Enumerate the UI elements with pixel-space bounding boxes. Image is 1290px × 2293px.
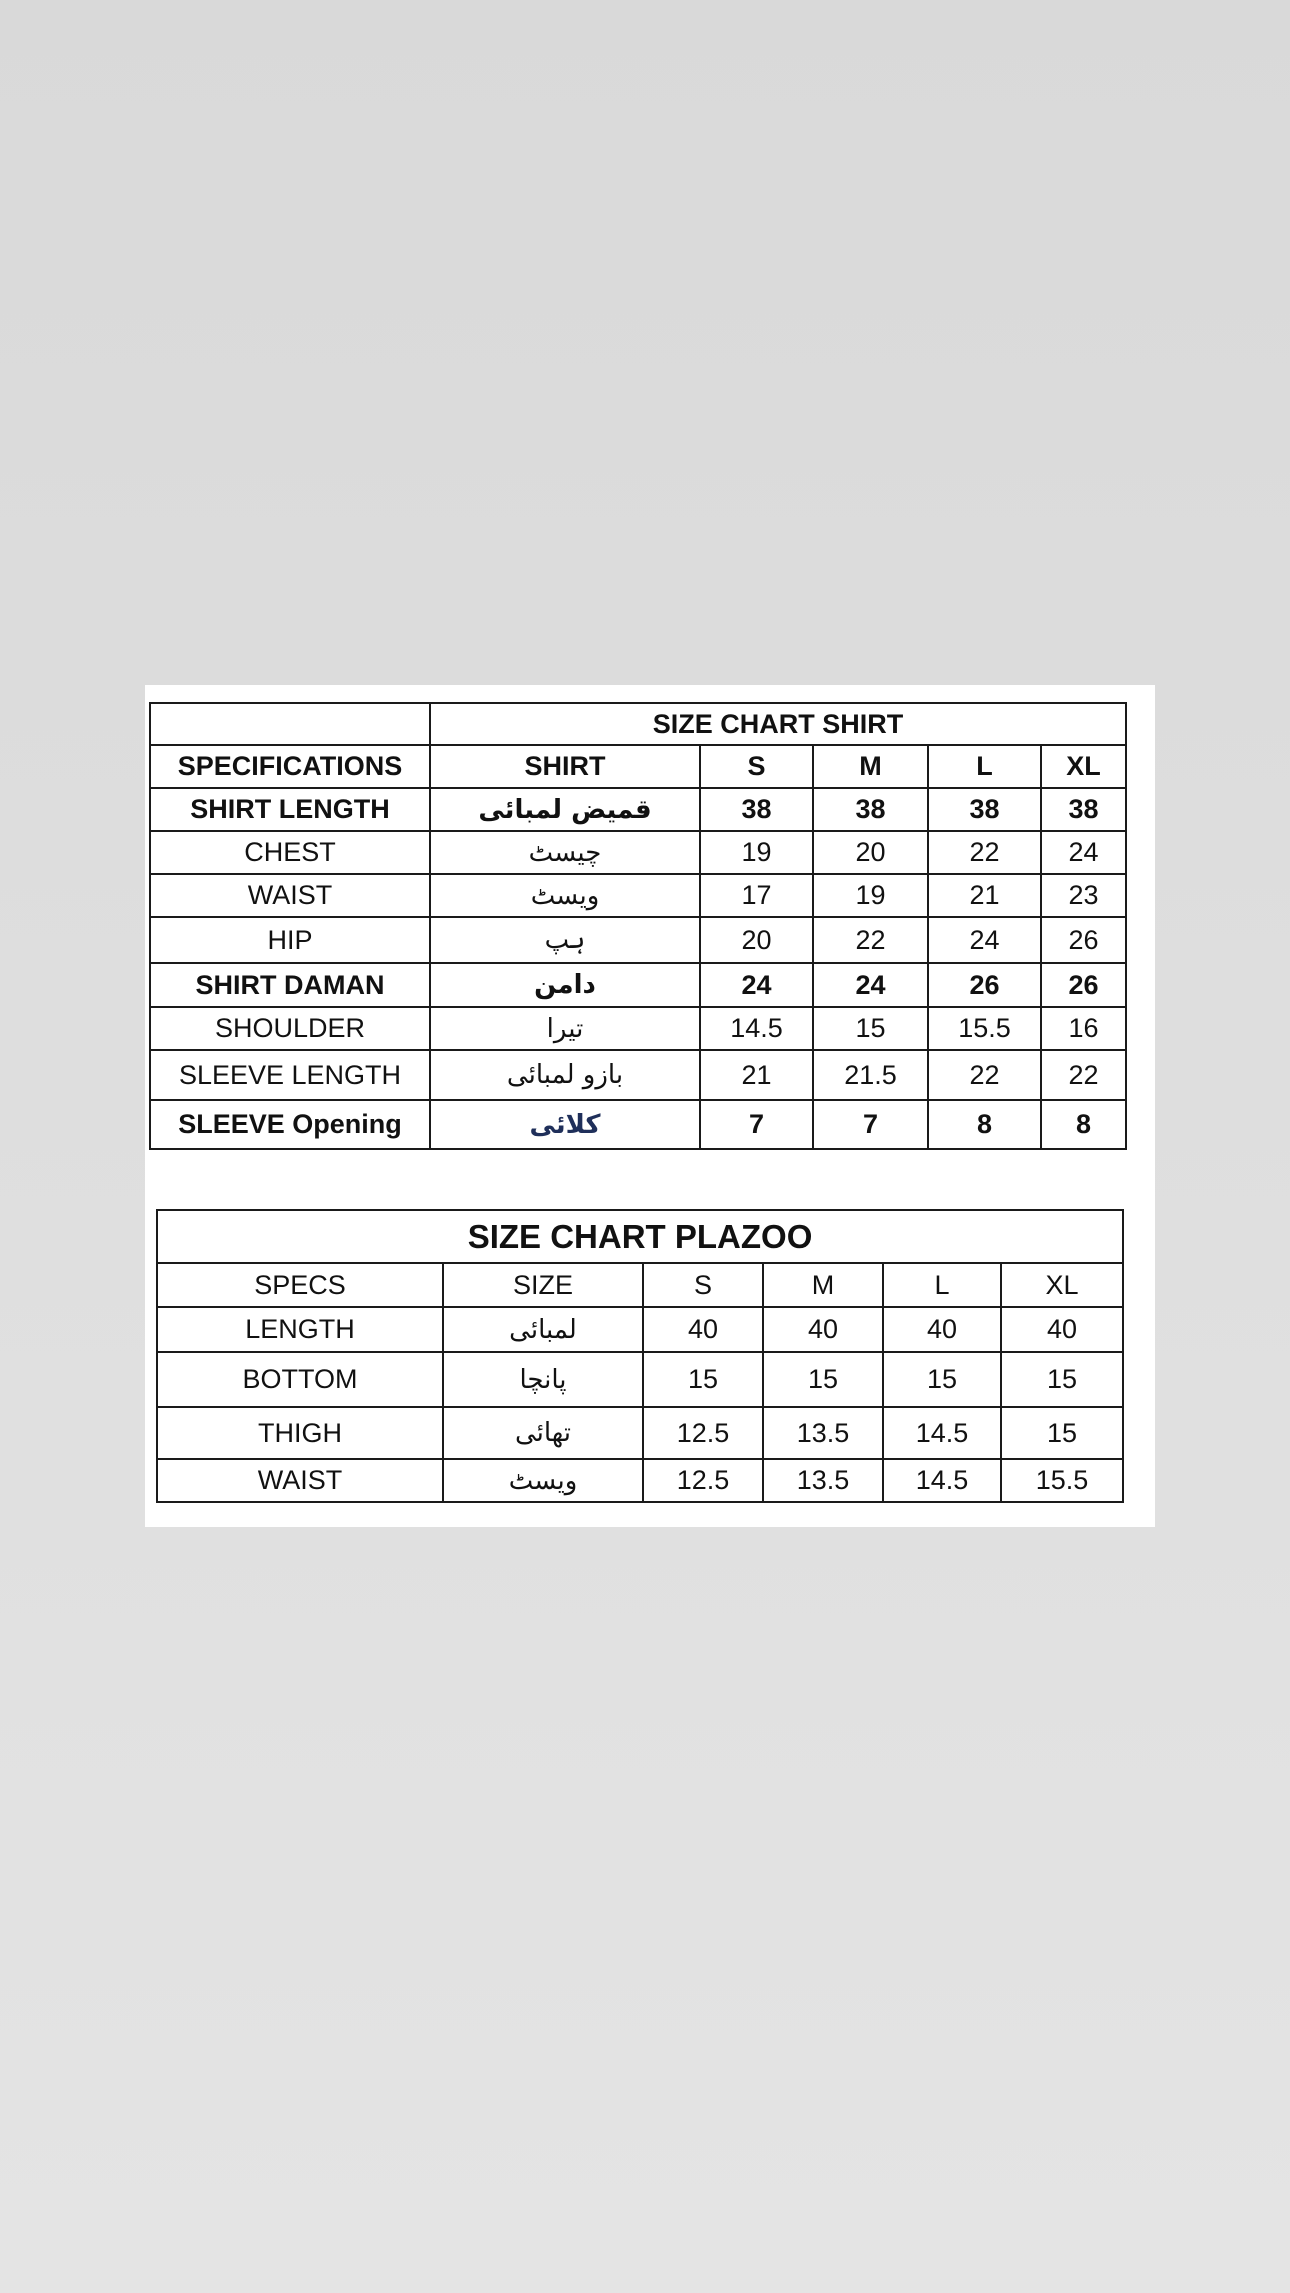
plazoo-table-title: SIZE CHART PLAZOO [157, 1210, 1123, 1263]
spec-cell: SHIRT LENGTH [150, 788, 430, 831]
value-cell: 7 [700, 1100, 813, 1149]
value-cell: 15 [1001, 1352, 1123, 1407]
value-cell: 20 [700, 917, 813, 963]
value-cell: 21.5 [813, 1050, 928, 1100]
urdu-cell: ویسٹ [443, 1459, 643, 1502]
value-cell: 16 [1041, 1007, 1126, 1050]
value-cell: 12.5 [643, 1459, 763, 1502]
table-row [150, 788, 1126, 831]
spec-cell: BOTTOM [157, 1352, 443, 1407]
urdu-cell: قمیض لمبائی [430, 788, 700, 831]
header-cell: XL [1041, 745, 1126, 788]
value-cell: 15.5 [1001, 1459, 1123, 1502]
urdu-cell: چیسٹ [430, 831, 700, 874]
value-cell: 24 [928, 917, 1041, 963]
value-cell: 15 [643, 1352, 763, 1407]
urdu-cell: بازو لمبائی [430, 1050, 700, 1100]
value-cell: 24 [700, 963, 813, 1007]
shirt-table-title: SIZE CHART SHIRT [430, 703, 1126, 745]
table-row [150, 1050, 1126, 1100]
value-cell: 24 [1041, 831, 1126, 874]
spec-cell: SLEEVE Opening [150, 1100, 430, 1149]
urdu-cell: لمبائی [443, 1307, 643, 1352]
urdu-cell: تیرا [430, 1007, 700, 1050]
spec-cell: WAIST [150, 874, 430, 917]
value-cell: 26 [1041, 963, 1126, 1007]
header-cell: XL [1001, 1263, 1123, 1307]
header-cell: L [928, 745, 1041, 788]
shirt-size-table [149, 702, 1127, 1150]
spec-cell: WAIST [157, 1459, 443, 1502]
value-cell: 24 [813, 963, 928, 1007]
value-cell: 20 [813, 831, 928, 874]
value-cell: 19 [813, 874, 928, 917]
value-cell: 21 [928, 874, 1041, 917]
value-cell: 15 [1001, 1407, 1123, 1459]
value-cell: 19 [700, 831, 813, 874]
value-cell: 14.5 [883, 1459, 1001, 1502]
spec-cell: THIGH [157, 1407, 443, 1459]
value-cell: 13.5 [763, 1407, 883, 1459]
table-row [157, 1352, 1123, 1407]
spec-cell: CHEST [150, 831, 430, 874]
value-cell: 38 [813, 788, 928, 831]
value-cell: 22 [813, 917, 928, 963]
header-row [150, 745, 1126, 788]
header-cell: S [700, 745, 813, 788]
value-cell: 38 [1041, 788, 1126, 831]
table-row [150, 963, 1126, 1007]
value-cell: 8 [1041, 1100, 1126, 1149]
urdu-cell: کلائی [430, 1100, 700, 1149]
value-cell: 38 [928, 788, 1041, 831]
header-cell: M [813, 745, 928, 788]
table-row [150, 874, 1126, 917]
table-row [150, 1100, 1126, 1149]
value-cell: 15 [813, 1007, 928, 1050]
value-cell: 40 [883, 1307, 1001, 1352]
table-row [157, 1459, 1123, 1502]
urdu-cell: ہپ [430, 917, 700, 963]
header-cell: SIZE [443, 1263, 643, 1307]
spec-cell: HIP [150, 917, 430, 963]
header-cell: L [883, 1263, 1001, 1307]
value-cell: 22 [928, 831, 1041, 874]
value-cell: 40 [643, 1307, 763, 1352]
table-row [150, 831, 1126, 874]
value-cell: 7 [813, 1100, 928, 1149]
value-cell: 8 [928, 1100, 1041, 1149]
header-cell: SHIRT [430, 745, 700, 788]
value-cell: 15.5 [928, 1007, 1041, 1050]
header-row [157, 1263, 1123, 1307]
value-cell: 15 [763, 1352, 883, 1407]
value-cell: 14.5 [883, 1407, 1001, 1459]
value-cell: 21 [700, 1050, 813, 1100]
header-cell: SPECS [157, 1263, 443, 1307]
value-cell: 12.5 [643, 1407, 763, 1459]
value-cell: 26 [1041, 917, 1126, 963]
header-cell: S [643, 1263, 763, 1307]
spec-cell: SHIRT DAMAN [150, 963, 430, 1007]
value-cell: 26 [928, 963, 1041, 1007]
value-cell: 23 [1041, 874, 1126, 917]
urdu-cell: پانچا [443, 1352, 643, 1407]
value-cell: 22 [928, 1050, 1041, 1100]
header-cell: M [763, 1263, 883, 1307]
urdu-cell: دامن [430, 963, 700, 1007]
table-row [150, 917, 1126, 963]
value-cell: 22 [1041, 1050, 1126, 1100]
table-row [157, 1307, 1123, 1352]
value-cell: 13.5 [763, 1459, 883, 1502]
urdu-cell: ویسٹ [430, 874, 700, 917]
value-cell: 15 [883, 1352, 1001, 1407]
table-row [150, 1007, 1126, 1050]
value-cell: 40 [1001, 1307, 1123, 1352]
value-cell: 40 [763, 1307, 883, 1352]
size-chart-card [145, 685, 1155, 1527]
urdu-cell: تھائی [443, 1407, 643, 1459]
table-row [157, 1407, 1123, 1459]
value-cell: 14.5 [700, 1007, 813, 1050]
spec-cell: LENGTH [157, 1307, 443, 1352]
spec-cell: SHOULDER [150, 1007, 430, 1050]
value-cell: 17 [700, 874, 813, 917]
header-cell: SPECIFICATIONS [150, 745, 430, 788]
spec-cell: SLEEVE LENGTH [150, 1050, 430, 1100]
plazoo-size-table [156, 1209, 1124, 1503]
value-cell: 38 [700, 788, 813, 831]
table-corner-cell [150, 703, 430, 745]
